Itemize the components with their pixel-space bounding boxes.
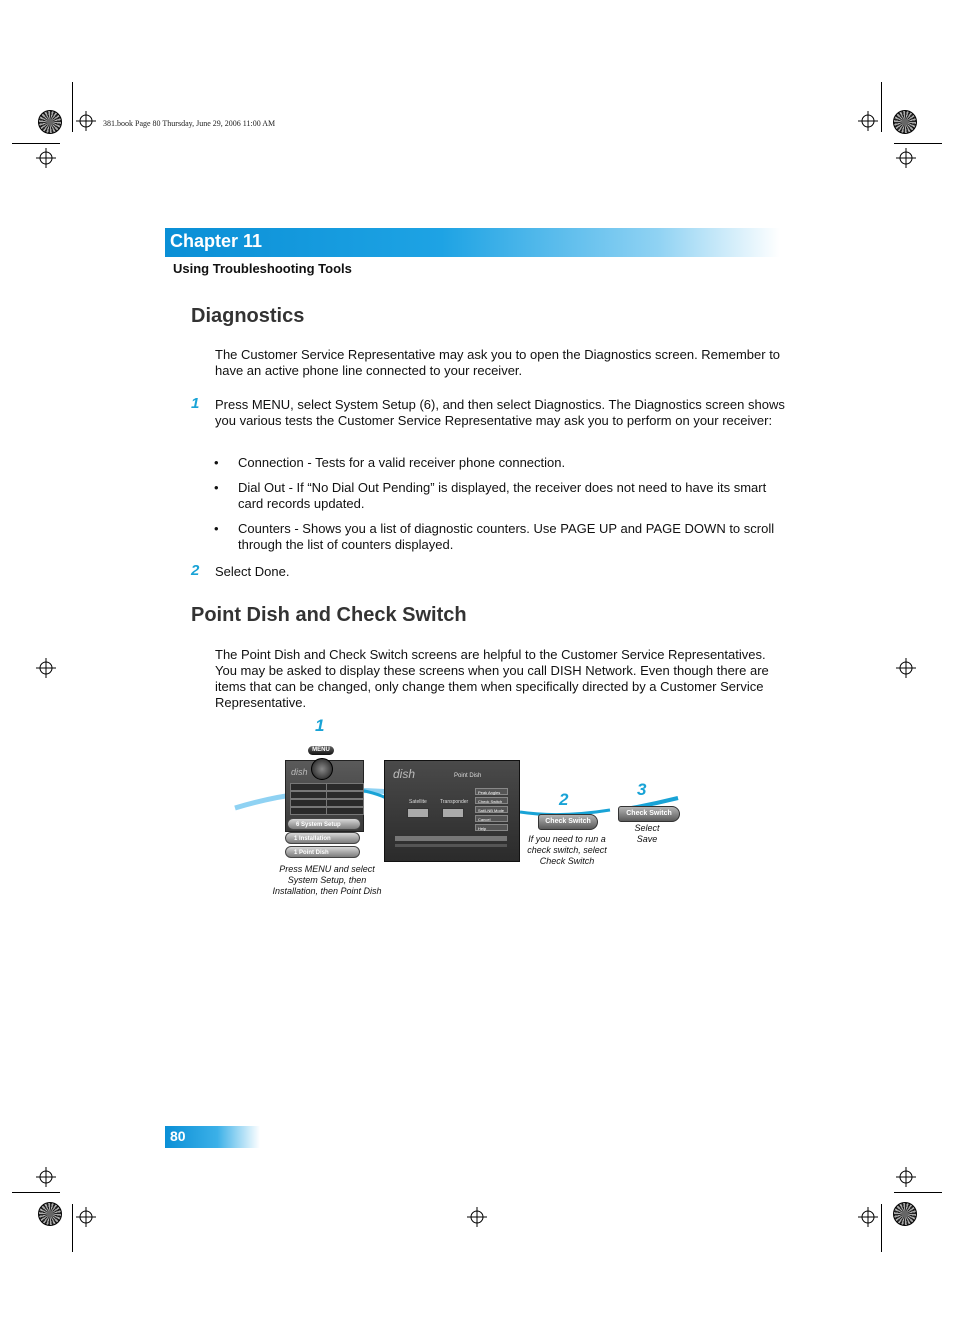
bullet-item: Connection - Tests for a valid receiver phone connection. — [238, 455, 566, 470]
menu-button-label: MENU — [308, 746, 334, 755]
screen-side-item: Help — [475, 824, 508, 831]
point-dish-intro: The Point Dish and Check Switch screens are helpful to the Customer Service Representatives. You may be asked to display these screens when you call DISH Network. Even though there are items that can be changed, only change them when specifically directed by a Customer Service Representative. — [215, 647, 769, 710]
gauge-label: Satellite — [409, 799, 427, 805]
main-menu-screenshot: dish — [285, 760, 364, 832]
registration-star-icon — [893, 110, 917, 134]
chapter-subtitle: Using Troubleshooting Tools — [173, 261, 352, 276]
satellite-gauge — [407, 808, 429, 818]
step-number: 2 — [191, 562, 200, 579]
point-dish-heading: Point Dish and Check Switch — [191, 604, 467, 626]
figure-step-2: 2 — [559, 790, 569, 809]
bullet-item: Counters - Shows you a list of diagnostic counters. Use PAGE UP and PAGE DOWN to scroll through the list of counters displayed. — [238, 521, 775, 552]
caption-step-1: Press MENU and select System Setup, then Installation, then Point Dish — [272, 864, 382, 896]
screen-title: Point Dish — [454, 773, 482, 779]
registration-star-icon — [38, 110, 62, 134]
registration-target-icon — [36, 658, 56, 678]
bullet-mark: • — [214, 521, 219, 536]
registration-target-icon — [858, 111, 878, 131]
point-dish-screenshot: dish Point Dish Satellite Transponder — [384, 760, 520, 862]
gauge-label: Transponder — [440, 799, 469, 805]
print-slug: 381.book Page 80 Thursday, June 29, 2006 11:00 AM — [103, 119, 276, 128]
screen-side-item: Cancel — [475, 815, 508, 822]
screen-side-item: Check Switch — [475, 797, 508, 804]
registration-target-icon — [36, 1167, 56, 1187]
screen-side-item: Peak Angles — [475, 788, 508, 795]
registration-target-icon — [896, 1167, 916, 1187]
transponder-gauge — [442, 808, 464, 818]
step-text: Select Done. — [215, 564, 290, 579]
caption-step-2: If you need to run a check switch, select Check Switch — [527, 834, 607, 866]
pill-point-dish: 1 Point Dish — [285, 846, 360, 858]
pill-installation: 1 Installation — [285, 832, 360, 844]
registration-target-icon — [76, 111, 96, 131]
registration-star-icon — [893, 1202, 917, 1226]
diagnostics-intro: The Customer Service Representative may ask you to open the Diagnostics screen. Remember to have an active phone line connected to your receiver. — [215, 347, 781, 378]
pill-system-setup: 6 System Setup — [287, 818, 361, 830]
check-switch-button-image: Check Switch — [538, 814, 598, 830]
figure-step-1: 1 — [315, 716, 325, 735]
page-number: 80 — [170, 1128, 186, 1144]
step-number: 1 — [191, 395, 200, 412]
bullet-item: Dial Out - If “No Dial Out Pending” is displayed, the receiver does not need to have its smart card records updated. — [238, 480, 767, 511]
step-text: Press MENU, select System Setup (6), and then select Diagnostics. The Diagnostics screen shows you various tests the Customer Service Representative may ask you to perform on your receiver: — [215, 397, 785, 428]
screen-side-item: Sat/LNB Mode — [475, 806, 508, 813]
chapter-title: Chapter 11 — [170, 231, 263, 251]
check-switch-save-image: Check Switch — [618, 806, 680, 822]
figure-step-3: 3 — [637, 780, 647, 799]
menu-remote-button-icon — [311, 758, 333, 780]
registration-target-icon — [467, 1207, 487, 1227]
registration-target-icon — [896, 658, 916, 678]
caption-step-3: Select Save — [634, 823, 660, 844]
registration-target-icon — [36, 148, 56, 168]
diagnostics-heading: Diagnostics — [191, 305, 305, 327]
bullet-mark: • — [214, 480, 219, 495]
registration-target-icon — [896, 148, 916, 168]
registration-target-icon — [76, 1207, 96, 1227]
bullet-mark: • — [214, 455, 219, 470]
registration-star-icon — [38, 1202, 62, 1226]
registration-target-icon — [858, 1207, 878, 1227]
